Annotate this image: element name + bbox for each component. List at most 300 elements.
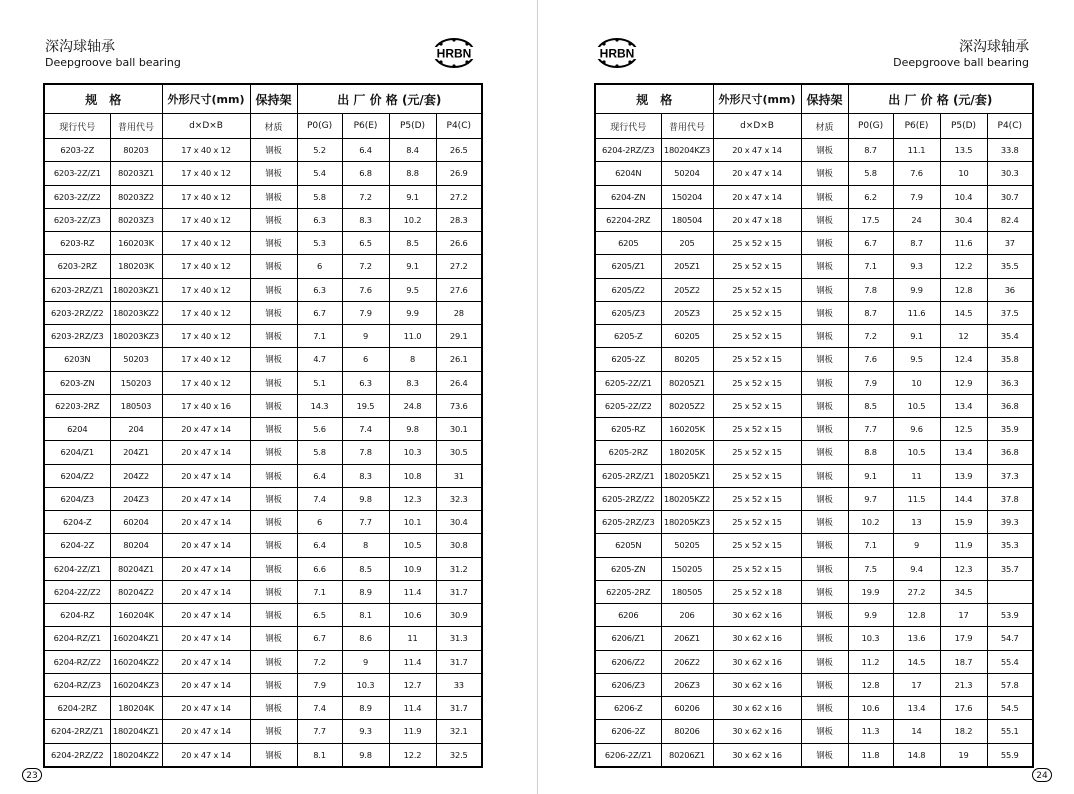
cell-dimensions: 17 x 40 x 12: [162, 162, 250, 185]
cell-price-p6: 10.5: [893, 441, 940, 464]
cell-price-p6: 7.6: [342, 278, 389, 301]
cell-dimensions: 30 x 62 x 16: [713, 697, 801, 720]
cell-price-p4: 30.5: [436, 441, 482, 464]
table-row: [44, 720, 482, 743]
cell-price-p4: [987, 580, 1033, 603]
cell-material: 钢板: [801, 627, 848, 650]
cell-material: 钢板: [250, 325, 297, 348]
price-table-left: [43, 83, 483, 768]
subheader-p6: P6(E): [893, 114, 940, 139]
cell-material: 钢板: [250, 348, 297, 371]
cell-price-p6: 10.5: [893, 394, 940, 417]
table-row: [44, 557, 482, 580]
table-row: [595, 348, 1033, 371]
subheader-p0: P0(G): [848, 114, 893, 139]
table-row: [595, 371, 1033, 394]
cell-price-p6: 8.3: [342, 464, 389, 487]
cell-price-p4: 26.6: [436, 232, 482, 255]
cell-price-p0: 9.1: [848, 464, 893, 487]
table-row: [44, 418, 482, 441]
cell-current-code: 6205/Z2: [595, 278, 661, 301]
cell-price-p0: 7.9: [297, 673, 342, 696]
cell-price-p6: 11: [893, 464, 940, 487]
cell-current-code: 6206: [595, 604, 661, 627]
cell-dimensions: 20 x 47 x 14: [713, 162, 801, 185]
cell-price-p6: 8.6: [342, 627, 389, 650]
cell-dimensions: 25 x 52 x 15: [713, 301, 801, 324]
cell-price-p4: 32.5: [436, 743, 482, 767]
cell-price-p6: 14.5: [893, 650, 940, 673]
cell-price-p0: 10.2: [848, 511, 893, 534]
cell-dimensions: 20 x 47 x 14: [162, 627, 250, 650]
table-subheader-row: [595, 114, 1033, 139]
table-row: [44, 697, 482, 720]
logo-text: HRBN: [599, 46, 635, 61]
cell-price-p5: 10.6: [389, 604, 436, 627]
cell-price-p6: 9.3: [342, 720, 389, 743]
cell-price-p0: 6.3: [297, 278, 342, 301]
cell-price-p5: 10.2: [389, 208, 436, 231]
cell-dimensions: 30 x 62 x 16: [713, 743, 801, 767]
cell-price-p4: 73.6: [436, 394, 482, 417]
cell-price-p6: 6.5: [342, 232, 389, 255]
cell-current-code: 6205-Z: [595, 325, 661, 348]
cell-current-code: 6205/Z1: [595, 255, 661, 278]
cell-material: 钢板: [801, 580, 848, 603]
cell-current-code: 6204: [44, 418, 110, 441]
cell-price-p5: 14.4: [940, 487, 987, 510]
cell-dimensions: 20 x 47 x 14: [162, 511, 250, 534]
cell-common-code: 160203K: [110, 232, 162, 255]
cell-current-code: 6203N: [44, 348, 110, 371]
cell-common-code: 80204: [110, 534, 162, 557]
cell-price-p6: 6.8: [342, 162, 389, 185]
cell-price-p6: 7.4: [342, 418, 389, 441]
cell-common-code: 160204KZ1: [110, 627, 162, 650]
cell-dimensions: 20 x 47 x 14: [713, 185, 801, 208]
table-row: [44, 580, 482, 603]
page-number: 23: [22, 768, 42, 782]
cell-price-p0: 6: [297, 511, 342, 534]
cell-current-code: 6204-RZ/Z1: [44, 627, 110, 650]
cell-common-code: 80203Z2: [110, 185, 162, 208]
cell-price-p6: 7.2: [342, 255, 389, 278]
cell-price-p4: 37.5: [987, 301, 1033, 324]
cell-material: 钢板: [250, 208, 297, 231]
cell-material: 钢板: [801, 278, 848, 301]
cell-current-code: 6205-2RZ/Z1: [595, 464, 661, 487]
cell-common-code: 206Z1: [661, 627, 713, 650]
cell-price-p0: 7.4: [297, 697, 342, 720]
cell-current-code: 6204-2RZ/Z1: [44, 720, 110, 743]
table-row: [595, 441, 1033, 464]
table-row: [44, 650, 482, 673]
cell-current-code: 6203-2RZ/Z3: [44, 325, 110, 348]
cell-price-p0: 4.7: [297, 348, 342, 371]
cell-common-code: 204Z2: [110, 464, 162, 487]
cell-price-p4: 36.8: [987, 441, 1033, 464]
table-row: [44, 511, 482, 534]
cell-common-code: 80205Z1: [661, 371, 713, 394]
cell-price-p4: 27.6: [436, 278, 482, 301]
cell-price-p6: 9.8: [342, 487, 389, 510]
table-row: [595, 162, 1033, 185]
cell-price-p0: 5.8: [848, 162, 893, 185]
cell-price-p5: 11.9: [389, 720, 436, 743]
cell-price-p4: 35.8: [987, 348, 1033, 371]
subheader-p5: P5(D): [940, 114, 987, 139]
cell-price-p5: 18.2: [940, 720, 987, 743]
cell-dimensions: 25 x 52 x 18: [713, 580, 801, 603]
cell-price-p5: 10: [940, 162, 987, 185]
cell-common-code: 80203Z1: [110, 162, 162, 185]
cell-current-code: 6205-2RZ: [595, 441, 661, 464]
cell-common-code: 80206Z1: [661, 743, 713, 767]
cell-price-p0: 7.7: [848, 418, 893, 441]
table-row: [595, 139, 1033, 162]
cell-common-code: 50204: [661, 162, 713, 185]
cell-price-p4: 31.7: [436, 580, 482, 603]
cell-price-p6: 27.2: [893, 580, 940, 603]
table-header-row: [595, 84, 1033, 114]
table-row: [44, 371, 482, 394]
cell-price-p4: 26.1: [436, 348, 482, 371]
cell-price-p5: 11.4: [389, 580, 436, 603]
cell-common-code: 180203KZ3: [110, 325, 162, 348]
cell-price-p5: 12.9: [940, 371, 987, 394]
cell-current-code: 6205-2Z/Z2: [595, 394, 661, 417]
cell-price-p4: 53.9: [987, 604, 1033, 627]
cell-price-p4: 55.9: [987, 743, 1033, 767]
cell-current-code: 6203-2Z/Z2: [44, 185, 110, 208]
cell-price-p0: 6.4: [297, 464, 342, 487]
cell-price-p6: 9.3: [893, 255, 940, 278]
cell-price-p6: 8.9: [342, 697, 389, 720]
cell-material: 钢板: [801, 697, 848, 720]
cell-dimensions: 17 x 40 x 12: [162, 278, 250, 301]
cell-current-code: 6203-2RZ/Z2: [44, 301, 110, 324]
table-row: [44, 139, 482, 162]
cell-price-p5: 9.5: [389, 278, 436, 301]
cell-current-code: 6205N: [595, 534, 661, 557]
cell-price-p4: 36: [987, 278, 1033, 301]
table-row: [44, 301, 482, 324]
subheader-material: 材质: [250, 114, 297, 139]
cell-price-p6: 9.4: [893, 557, 940, 580]
cell-price-p0: 7.5: [848, 557, 893, 580]
cell-price-p6: 9.1: [893, 325, 940, 348]
cell-common-code: 180203KZ1: [110, 278, 162, 301]
price-table-right: [594, 83, 1034, 768]
cell-common-code: 204: [110, 418, 162, 441]
cell-common-code: 160205K: [661, 418, 713, 441]
cell-price-p5: 30.4: [940, 208, 987, 231]
cell-price-p0: 6.3: [297, 208, 342, 231]
cell-price-p5: 17: [940, 604, 987, 627]
cell-material: 钢板: [250, 162, 297, 185]
cell-price-p6: 7.7: [342, 511, 389, 534]
cell-current-code: 6203-RZ: [44, 232, 110, 255]
cell-price-p0: 9.7: [848, 487, 893, 510]
cell-price-p4: 35.7: [987, 557, 1033, 580]
cell-price-p4: 31.7: [436, 697, 482, 720]
cell-current-code: 6203-2RZ/Z1: [44, 278, 110, 301]
cell-price-p6: 11.6: [893, 301, 940, 324]
cell-common-code: 50203: [110, 348, 162, 371]
cell-common-code: 80205: [661, 348, 713, 371]
cell-price-p6: 7.9: [893, 185, 940, 208]
cell-material: 钢板: [250, 232, 297, 255]
cell-price-p6: 9.6: [893, 418, 940, 441]
cell-dimensions: 30 x 62 x 16: [713, 604, 801, 627]
cell-dimensions: 20 x 47 x 14: [162, 487, 250, 510]
cell-common-code: 80206: [661, 720, 713, 743]
cell-price-p0: 10.3: [848, 627, 893, 650]
cell-current-code: 6204-RZ/Z2: [44, 650, 110, 673]
table-row: [44, 534, 482, 557]
cell-material: 钢板: [250, 139, 297, 162]
table-row: [595, 464, 1033, 487]
cell-material: 钢板: [250, 185, 297, 208]
cell-current-code: 6204/Z1: [44, 441, 110, 464]
cell-material: 钢板: [250, 650, 297, 673]
cell-price-p0: 6.7: [297, 627, 342, 650]
table-row: [44, 604, 482, 627]
cell-current-code: 6204-ZN: [595, 185, 661, 208]
cell-current-code: 62205-2RZ: [595, 580, 661, 603]
cell-dimensions: 20 x 47 x 14: [713, 139, 801, 162]
cell-material: 钢板: [250, 255, 297, 278]
table-row: [595, 208, 1033, 231]
cell-price-p0: 11.2: [848, 650, 893, 673]
cell-common-code: 204Z3: [110, 487, 162, 510]
cell-common-code: 180204K: [110, 697, 162, 720]
cell-price-p0: 11.8: [848, 743, 893, 767]
subheader-p4: P4(C): [436, 114, 482, 139]
cell-price-p0: 5.8: [297, 441, 342, 464]
table-row: [595, 278, 1033, 301]
cell-price-p6: 9.5: [893, 348, 940, 371]
cell-price-p6: 19.5: [342, 394, 389, 417]
table-row: [595, 580, 1033, 603]
cell-price-p6: 17: [893, 673, 940, 696]
cell-price-p6: 13: [893, 511, 940, 534]
cell-price-p5: 11: [389, 627, 436, 650]
cell-material: 钢板: [250, 301, 297, 324]
logo-text: HRBN: [436, 46, 472, 61]
cell-material: 钢板: [250, 604, 297, 627]
page-number: 24: [1032, 768, 1052, 782]
cell-price-p0: 5.8: [297, 185, 342, 208]
cell-dimensions: 17 x 40 x 12: [162, 255, 250, 278]
cell-current-code: 6205-2RZ/Z3: [595, 511, 661, 534]
cell-current-code: 6205-ZN: [595, 557, 661, 580]
cell-dimensions: 17 x 40 x 12: [162, 325, 250, 348]
cell-price-p5: 11.4: [389, 697, 436, 720]
cell-price-p4: 39.3: [987, 511, 1033, 534]
cell-price-p4: 35.3: [987, 534, 1033, 557]
cell-price-p4: 35.9: [987, 418, 1033, 441]
table-row: [44, 627, 482, 650]
cell-price-p4: 30.3: [987, 162, 1033, 185]
cell-price-p5: 12.2: [940, 255, 987, 278]
cell-price-p0: 6.7: [297, 301, 342, 324]
table-row: [44, 348, 482, 371]
cell-price-p6: 8: [342, 534, 389, 557]
cell-price-p0: 6.5: [297, 604, 342, 627]
header-dimensions: 外形尺寸(mm): [162, 84, 250, 114]
cell-dimensions: 25 x 52 x 15: [713, 255, 801, 278]
cell-price-p6: 7.8: [342, 441, 389, 464]
table-row: [595, 255, 1033, 278]
cell-price-p5: 12: [940, 325, 987, 348]
cell-price-p0: 7.8: [848, 278, 893, 301]
cell-price-p4: 26.9: [436, 162, 482, 185]
cell-price-p5: 14.5: [940, 301, 987, 324]
cell-price-p4: 30.7: [987, 185, 1033, 208]
cell-material: 钢板: [250, 534, 297, 557]
cell-price-p6: 6: [342, 348, 389, 371]
cell-price-p4: 28: [436, 301, 482, 324]
cell-price-p4: 26.5: [436, 139, 482, 162]
cell-current-code: 62204-2RZ: [595, 208, 661, 231]
cell-price-p0: 7.2: [297, 650, 342, 673]
cell-common-code: 80203Z3: [110, 208, 162, 231]
cell-material: 钢板: [801, 743, 848, 767]
table-row: [44, 278, 482, 301]
cell-dimensions: 30 x 62 x 16: [713, 627, 801, 650]
cell-price-p4: 30.1: [436, 418, 482, 441]
cell-common-code: 160204KZ3: [110, 673, 162, 696]
cell-material: 钢板: [801, 325, 848, 348]
cell-price-p6: 13.6: [893, 627, 940, 650]
cell-material: 钢板: [250, 511, 297, 534]
cell-dimensions: 20 x 47 x 14: [162, 697, 250, 720]
cell-dimensions: 20 x 47 x 14: [162, 743, 250, 767]
cell-current-code: 6204N: [595, 162, 661, 185]
table-row: [595, 627, 1033, 650]
cell-dimensions: 25 x 52 x 15: [713, 441, 801, 464]
cell-price-p0: 7.4: [297, 487, 342, 510]
cell-price-p0: 7.1: [848, 534, 893, 557]
cell-price-p0: 7.1: [848, 255, 893, 278]
cell-price-p4: 55.4: [987, 650, 1033, 673]
cell-price-p0: 5.6: [297, 418, 342, 441]
cell-price-p4: 36.3: [987, 371, 1033, 394]
cell-price-p4: 32.3: [436, 487, 482, 510]
cell-price-p5: 11.0: [389, 325, 436, 348]
cell-price-p0: 7.6: [848, 348, 893, 371]
cell-common-code: 180205KZ1: [661, 464, 713, 487]
page-title-cn: 深沟球轴承: [45, 39, 115, 55]
cell-dimensions: 20 x 47 x 14: [162, 673, 250, 696]
cell-dimensions: 25 x 52 x 15: [713, 418, 801, 441]
cell-current-code: 6206/Z3: [595, 673, 661, 696]
cell-material: 钢板: [250, 627, 297, 650]
cell-material: 钢板: [801, 418, 848, 441]
cell-dimensions: 25 x 52 x 15: [713, 232, 801, 255]
cell-price-p0: 11.3: [848, 720, 893, 743]
cell-price-p5: 15.9: [940, 511, 987, 534]
cell-common-code: 180205KZ2: [661, 487, 713, 510]
table-row: [44, 441, 482, 464]
cell-common-code: 150205: [661, 557, 713, 580]
cell-current-code: 6204-2Z: [44, 534, 110, 557]
cell-price-p0: 8.7: [848, 139, 893, 162]
table-row: [595, 650, 1033, 673]
cell-common-code: 180204KZ2: [110, 743, 162, 767]
cell-dimensions: 20 x 47 x 14: [162, 418, 250, 441]
cell-material: 钢板: [801, 232, 848, 255]
cell-price-p4: 26.4: [436, 371, 482, 394]
cell-price-p0: 7.9: [848, 371, 893, 394]
cell-material: 钢板: [801, 185, 848, 208]
header-cage: 保持架: [801, 84, 848, 114]
page-title-en: Deepgroove ball bearing: [45, 56, 181, 69]
cell-price-p4: 31.7: [436, 650, 482, 673]
cell-price-p4: 57.8: [987, 673, 1033, 696]
cell-price-p4: 54.5: [987, 697, 1033, 720]
table-row: [44, 232, 482, 255]
cell-dimensions: 20 x 47 x 14: [162, 580, 250, 603]
cell-price-p4: 35.4: [987, 325, 1033, 348]
header-cage: 保持架: [250, 84, 297, 114]
cell-price-p6: 6.3: [342, 371, 389, 394]
cell-price-p6: 12.8: [893, 604, 940, 627]
cell-price-p5: 9.1: [389, 185, 436, 208]
table-row: [44, 673, 482, 696]
subheader-p0: P0(G): [297, 114, 342, 139]
cell-price-p0: 6: [297, 255, 342, 278]
cell-current-code: 6203-2Z: [44, 139, 110, 162]
cell-current-code: 6204-RZ: [44, 604, 110, 627]
cell-material: 钢板: [250, 371, 297, 394]
cell-price-p5: 8.5: [389, 232, 436, 255]
cell-price-p6: 11.1: [893, 139, 940, 162]
cell-price-p5: 12.4: [940, 348, 987, 371]
cell-current-code: 6203-2Z/Z1: [44, 162, 110, 185]
cell-current-code: 6205-2Z: [595, 348, 661, 371]
cell-price-p5: 10.5: [389, 534, 436, 557]
cell-price-p6: 7.2: [342, 185, 389, 208]
subheader-p6: P6(E): [342, 114, 389, 139]
cell-material: 钢板: [250, 441, 297, 464]
table-row: [595, 325, 1033, 348]
cell-price-p6: 11.5: [893, 487, 940, 510]
cell-current-code: 6203-ZN: [44, 371, 110, 394]
subheader-p4: P4(C): [987, 114, 1033, 139]
cell-price-p5: 11.9: [940, 534, 987, 557]
cell-material: 钢板: [801, 162, 848, 185]
cell-material: 钢板: [801, 255, 848, 278]
cell-dimensions: 25 x 52 x 15: [713, 348, 801, 371]
cell-current-code: 62203-2RZ: [44, 394, 110, 417]
header-price: 出 厂 价 格 (元/套): [297, 84, 482, 114]
cell-dimensions: 25 x 52 x 15: [713, 534, 801, 557]
table-row: [44, 208, 482, 231]
cell-price-p5: 9.9: [389, 301, 436, 324]
cell-dimensions: 17 x 40 x 12: [162, 139, 250, 162]
page-title-en: Deepgroove ball bearing: [893, 56, 1029, 69]
table-row: [595, 604, 1033, 627]
cell-dimensions: 25 x 52 x 15: [713, 325, 801, 348]
cell-material: 钢板: [250, 673, 297, 696]
cell-price-p6: 9: [342, 650, 389, 673]
table-row: [44, 255, 482, 278]
cell-price-p5: 8.8: [389, 162, 436, 185]
cell-current-code: 6205-2Z/Z1: [595, 371, 661, 394]
cell-price-p5: 10.9: [389, 557, 436, 580]
